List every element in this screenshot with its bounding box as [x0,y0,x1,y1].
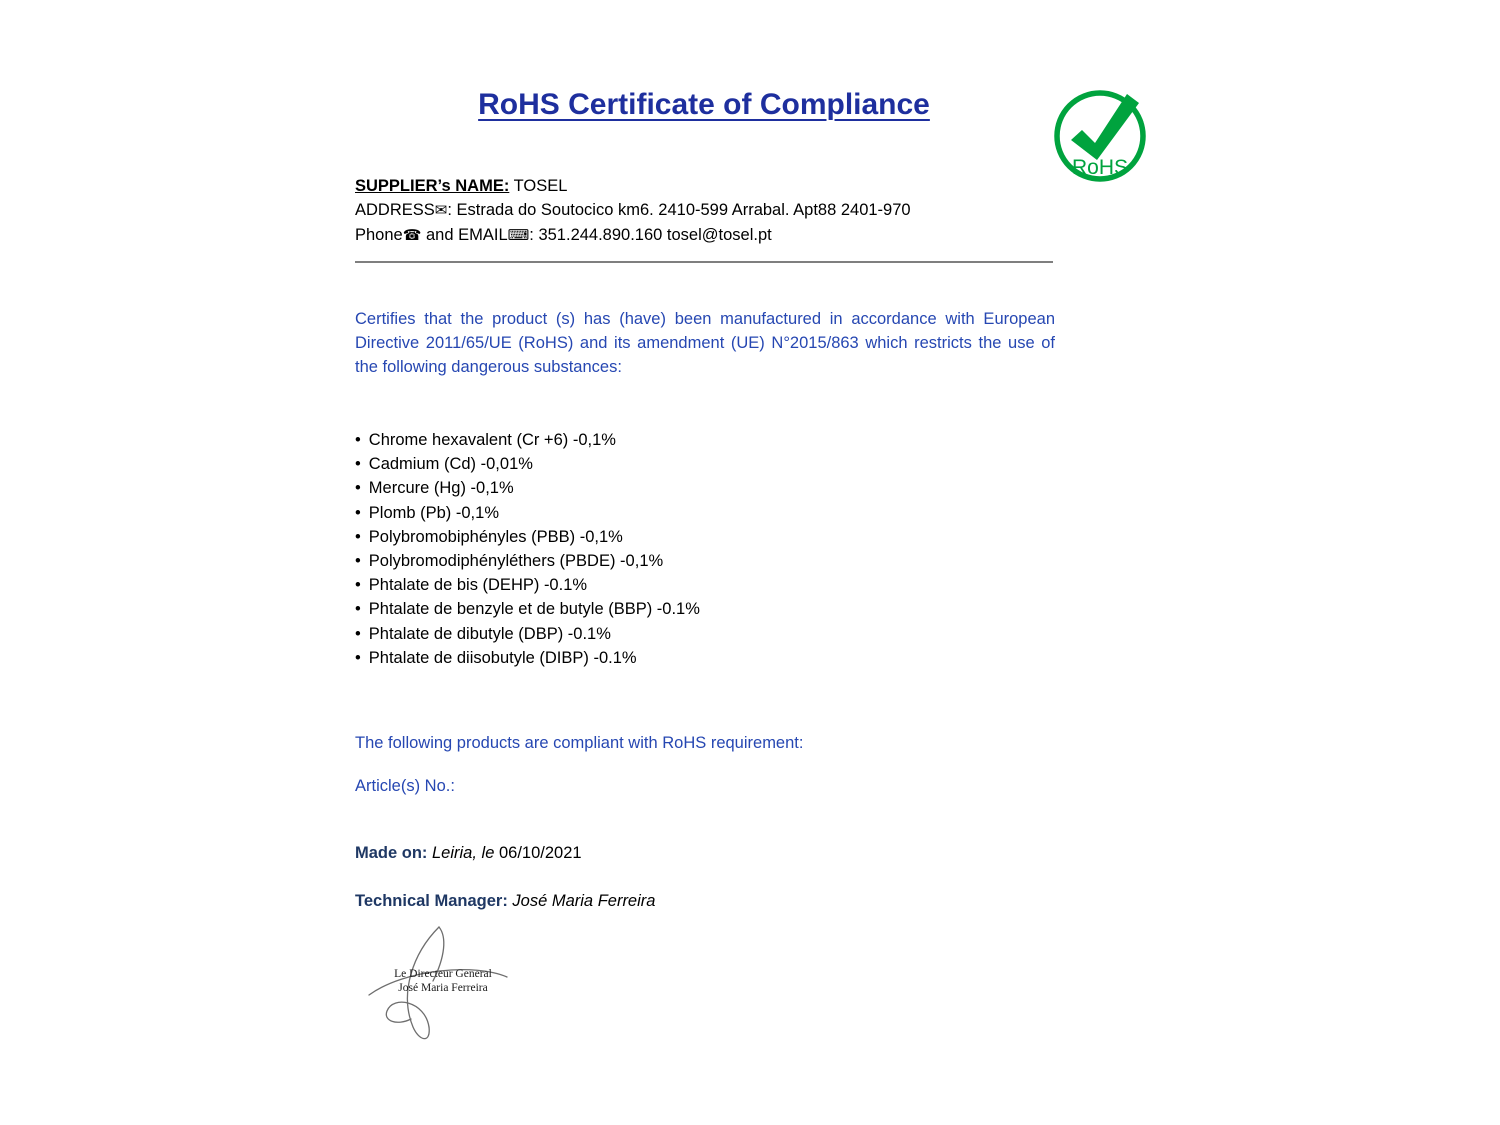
substance-item: • Polybromobiphényles (PBB) -0,1% [355,525,700,549]
made-on-date: 06/10/2021 [498,844,582,862]
email-label: and EMAIL [421,226,508,244]
phone-label: Phone [355,226,403,244]
signature-block [355,923,535,1051]
substance-item: • Chrome hexavalent (Cr +6) -0,1% [355,428,700,452]
compliance-statement: The following products are compliant with RoHS requirement: [355,734,804,752]
made-on-label: Made on: [355,844,428,862]
substance-item: • Polybromodiphényléthers (PBDE) -0,1% [355,549,700,573]
address-value: : Estrada do Soutocico km6. 2410-599 Arrabal. Apt88 2401-970 [447,201,911,219]
rohs-logo-label: RoHS [1071,156,1129,179]
check-icon [1071,94,1139,160]
envelope-icon: ✉ [434,202,448,219]
phone-icon: ☎ [402,227,422,244]
technical-manager-label: Technical Manager: [355,892,508,910]
signature-title-line: Le Directeur General [394,968,492,980]
document-title: RoHS Certificate of Compliance [478,88,930,121]
substance-item: • Phtalate de dibutyle (DBP) -0.1% [355,622,700,646]
rohs-logo [1050,80,1150,188]
supplier-contact-line [355,223,911,248]
substance-item: • Mercure (Hg) -0,1% [355,476,700,500]
address-label: ADDRESS [355,201,435,219]
rohs-logo-graphic [1050,80,1150,188]
contact-value: : 351.244.890.160 tosel@tosel.pt [529,226,772,244]
signature-graphic [355,923,535,1051]
technical-manager-line [355,892,655,911]
technical-manager-name: José Maria Ferreira [507,892,656,910]
substances-list [355,428,700,670]
supplier-name-value: TOSEL [509,177,568,195]
certification-statement: Certifies that the product (s) has (have) been manufactured in accordance with European Directive 2011/65/UE (RoHS) and its amendment (UE) N°2015/863 which restricts the use of the following dangerous substances: [355,310,1055,376]
signature-name-line: José Maria Ferreira [398,982,488,994]
substance-item: • Phtalate de diisobutyle (DIBP) -0.1% [355,646,700,670]
divider [355,261,1053,263]
made-on-place: Leiria, le [427,844,499,862]
supplier-name-line [355,174,911,198]
substance-item: • Plomb (Pb) -0,1% [355,501,700,525]
articles-label: Article(s) No.: [355,777,455,795]
substance-item: • Cadmium (Cd) -0,01% [355,452,700,476]
supplier-block [355,174,911,248]
supplier-name-label: SUPPLIER’s NAME: [355,177,510,195]
computer-icon: ⌨ [507,227,530,244]
made-on-line [355,844,582,863]
substance-item: • Phtalate de bis (DEHP) -0.1% [355,573,700,597]
supplier-address-line [355,198,911,223]
substance-item: • Phtalate de benzyle et de butyle (BBP) -0.1% [355,597,700,621]
